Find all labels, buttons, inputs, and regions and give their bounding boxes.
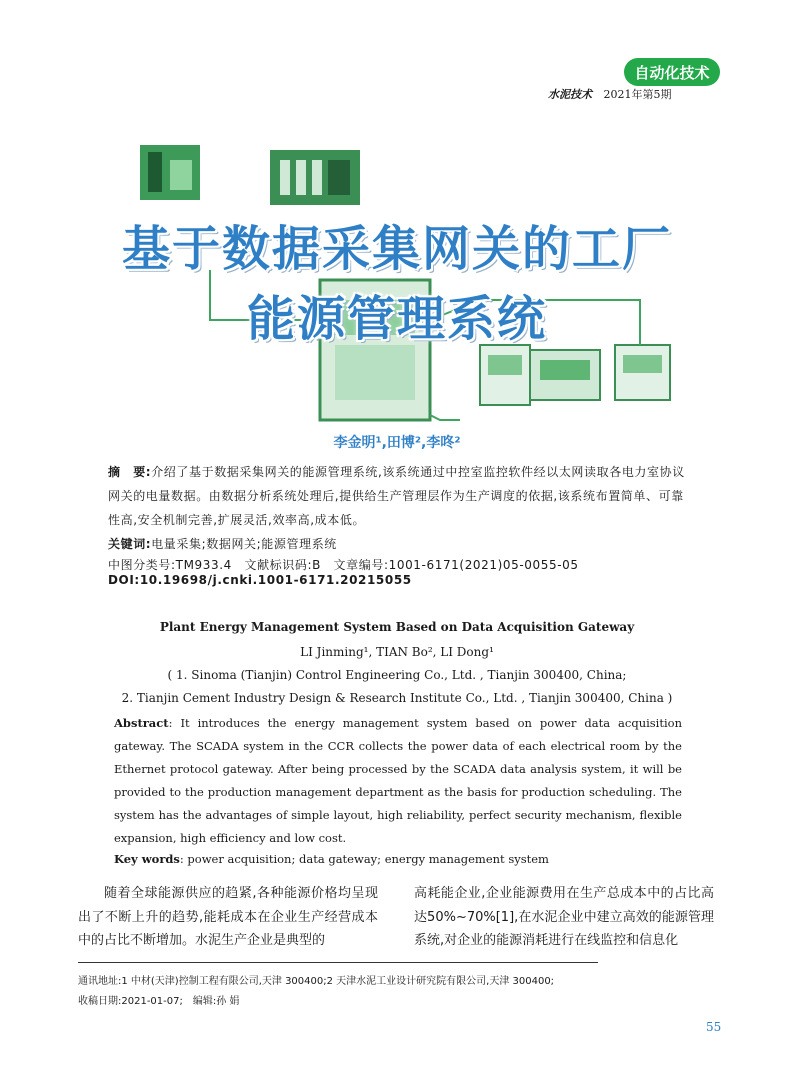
article-title-line2: 能源管理系统	[246, 291, 547, 347]
footnote-divider	[78, 962, 598, 963]
english-abstract	[114, 712, 682, 850]
abstract-cn-label: 摘 要:	[108, 465, 152, 479]
journal-name: 水泥技术	[548, 88, 592, 101]
doi-line: DOI:10.19698/j.cnki.1001-6171.20215055	[108, 573, 412, 587]
affiliation-1: ( 1. Sinoma (Tianjin) Control Engineering Co., Ltd. , Tianjin 300400, China;	[167, 668, 627, 682]
english-title: Plant Energy Management System Based on Data Acquisition Gateway	[159, 620, 635, 634]
english-abstract-label: Abstract	[114, 716, 169, 730]
english-keywords	[114, 852, 682, 866]
english-abstract-text: : It introduces the energy management system based on power data acquisition gateway. The SCADA system in the CCR collects the power data of each electrical room by the Ethernet protocol gateway. After being processed by the SCADA data analysis system, it will be provided to the production management department as the basis for production scheduling. The system has the advantages of simple layout, high reliability, perfect security mechanism, flexible expansion, high efficiency and low cost.	[114, 716, 682, 845]
rack-unit-icon	[270, 150, 360, 205]
footnote-dates: 收稿日期:2021-01-07; 编辑:孙 娟	[78, 996, 240, 1007]
classification-line: 中图分类号:TM933.4 文献标识码:B 文章编号:1001-6171(2021)05-0055-05	[108, 558, 579, 572]
authors-cn: 李金明¹,田博²,李咚²	[333, 435, 461, 451]
category-badge: 自动化技术	[624, 58, 720, 86]
journal-header	[548, 86, 688, 100]
english-authors: LI Jinming¹, TIAN Bo², LI Dong¹	[300, 645, 494, 659]
english-keywords-text: : power acquisition; data gateway; energy management system	[179, 852, 549, 866]
keywords-cn-label: 关键词:	[108, 537, 152, 551]
english-keywords-label: Key words	[114, 852, 180, 866]
keywords-cn	[108, 532, 688, 556]
article-title-line1: 基于数据采集网关的工厂	[121, 221, 672, 277]
footnote-address: 通讯地址:1 中材(天津)控制工程有限公司,天津 300400;2 天津水泥工业设计研究院有限公司,天津 300400;	[78, 976, 555, 987]
meter-device-icon	[480, 345, 670, 405]
plc-module-icon	[140, 145, 200, 200]
body-left-column: 随着全球能源供应的趋紧,各种能源价格均呈现出了不断上升的趋势,能耗成本在企业生产经营成本中的占比不断增加。水泥生产企业是典型的	[78, 886, 378, 948]
abstract-cn	[108, 460, 688, 587]
page-number: 55	[706, 1020, 722, 1034]
abstract-cn-text: 介绍了基于数据采集网关的能源管理系统,该系统通过中控室监控软件经以太网读取各电力室协议网关的电量数据。由数据分析系统处理后,提供给生产管理层作为生产调度的依据,该系统布置简单、可靠性高,安全机制完善,扩展灵活,效率高,成本低。	[108, 465, 685, 527]
affiliation-2: 2. Tianjin Cement Industry Design & Research Institute Co., Ltd. , Tianjin 300400, China )	[121, 691, 673, 705]
issue-label: 2021年第5期	[603, 88, 672, 101]
keywords-cn-text: 电量采集;数据网关;能源管理系统	[151, 537, 337, 551]
body-right-column: 高耗能企业,企业能源费用在生产总成本中的占比高达50%~70%[1],在水泥企业中建立高效的能源管理系统,对企业的能源消耗进行在线监控和信息化	[414, 886, 714, 948]
